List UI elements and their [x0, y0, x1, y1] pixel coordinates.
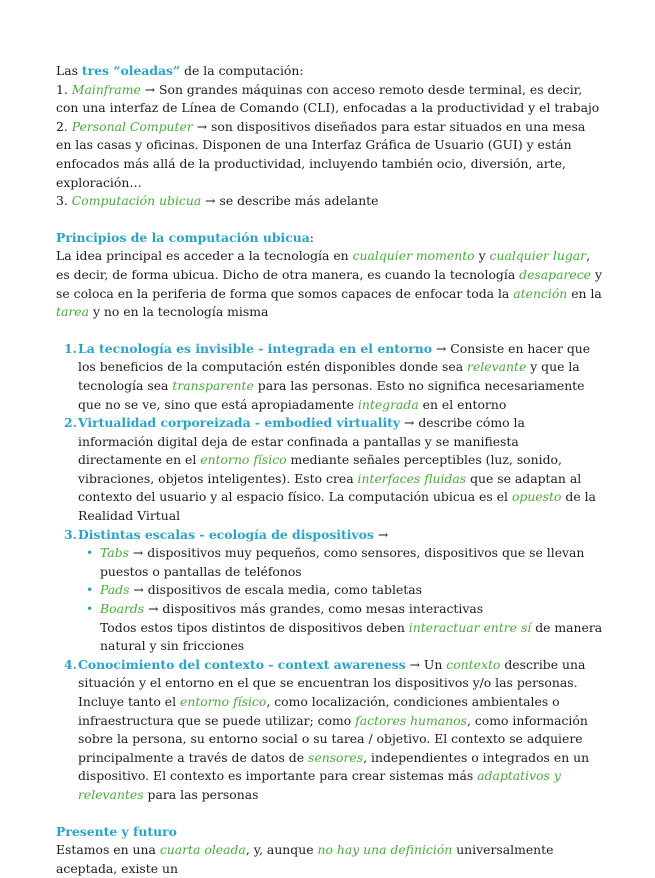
principle-item-4	[56, 656, 604, 805]
device-scales-list	[78, 544, 604, 618]
text: de la Realidad Virtual	[78, 489, 596, 524]
wave-term: Personal Computer	[71, 118, 193, 134]
list-number: 2.	[64, 415, 77, 431]
list-item	[78, 544, 604, 581]
emphasis: transparente	[172, 377, 254, 393]
text: Estamos en una	[56, 842, 160, 858]
future-paragraph	[56, 841, 604, 878]
text: → dispositivos de escala media, como tabletas	[129, 582, 423, 598]
wave-term: Mainframe	[71, 81, 141, 97]
bullet-icon: •	[86, 582, 94, 598]
emphasis: tarea	[56, 304, 90, 320]
bullet-icon: •	[86, 545, 94, 561]
intro-post: de la computación:	[180, 63, 304, 78]
text: y se coloca en la periferia de forma que somos capaces de enfocar toda la	[56, 266, 602, 301]
emphasis: desaparece	[519, 266, 592, 282]
text: y	[474, 248, 490, 264]
wave-2	[56, 118, 604, 192]
emphasis: Pads	[100, 582, 130, 598]
principle-title: Conocimiento del contexto - context awareness	[78, 656, 406, 672]
future-title: Presente y futuro	[56, 823, 177, 839]
emphasis: factores humanos	[355, 712, 467, 728]
principles-list	[56, 340, 604, 805]
text: La idea principal es acceder a la tecnología en	[56, 248, 353, 264]
emphasis: sensores	[308, 749, 364, 765]
principle-title: La tecnología es invisible - integrada en el entorno	[78, 340, 433, 356]
principle-item-1	[56, 340, 604, 414]
future-heading	[56, 823, 604, 842]
emphasis: cuarta oleada	[159, 842, 246, 858]
device-scales-note	[78, 619, 604, 656]
wave-text: → se describe más adelante	[201, 193, 379, 209]
list-item	[78, 581, 604, 600]
bullet-icon: •	[86, 601, 94, 617]
text: → describe cómo la información digital deja de estar confinada a pantallas y se manifiesta directamente en el	[78, 415, 525, 468]
text: → Consiste en hacer que los beneficios de la computación estén disponibles donde sea	[78, 340, 591, 375]
emphasis: cualquier momento	[352, 248, 475, 264]
text: describe una situación y el entorno en el que se encuentran los dispositivos y/o las personas. Incluye tanto el	[78, 656, 586, 709]
text: →	[373, 526, 389, 542]
emphasis: atención	[513, 285, 568, 301]
emphasis: opuesto	[511, 489, 562, 505]
emphasis: entorno físico	[200, 452, 287, 468]
emphasis: Tabs	[100, 545, 129, 561]
document-page	[56, 62, 604, 878]
emphasis: adaptativos y relevantes	[78, 768, 561, 802]
principle-item-2	[56, 414, 604, 526]
intro-pre: Las	[56, 63, 82, 78]
principles-title: Principios de la computación ubicua	[56, 229, 310, 245]
text: para las personas. Esto no significa necesariamente que no se ve, sino que está apropiadamente	[78, 377, 585, 412]
emphasis: entorno físico	[180, 694, 267, 709]
wave-number: 2.	[56, 118, 68, 134]
text: , como información sobre la persona, su entorno social o su tarea / objetivo. El contexto se adquiere principalmente a través de datos de	[78, 712, 588, 765]
text: → dispositivos muy pequeños, como sensores, dispositivos que se llevan puestos o pantallas de teléfonos	[100, 545, 585, 579]
text: y que la tecnología sea	[78, 359, 580, 393]
emphasis: interactuar entre sí	[408, 619, 532, 635]
wave-number: 3.	[56, 193, 68, 209]
emphasis: Boards	[100, 601, 145, 617]
list-number: 1.	[64, 340, 77, 356]
text: , y, aunque	[245, 842, 318, 858]
text: , es decir, de forma ubicua. Dicho de otra manera, es cuando la tecnología	[56, 248, 591, 282]
text: Todos estos tipos distintos de dispositivos deben	[100, 619, 409, 635]
text: → dispositivos más grandes, como mesas interactivas	[144, 601, 484, 617]
emphasis: integrada	[357, 396, 419, 412]
text: para las personas	[143, 786, 259, 802]
wave-text: → Son grandes máquinas con acceso remoto desde terminal, es decir, con una interfaz de Línea de Comando (CLI), enfocadas a la productividad y el trabajo	[56, 81, 600, 116]
list-number: 4.	[64, 656, 77, 672]
intro-highlight: tres “oleadas”	[81, 63, 181, 78]
text: mediante señales perceptibles (luz, sonido, vibraciones, objetos inteligentes). Esto crea	[78, 452, 562, 486]
text: , independientes o integrados en un dispositivo. El contexto es importante para crear sistemas más	[78, 749, 590, 784]
emphasis: interfaces fluidas	[357, 470, 467, 486]
emphasis: cualquier lugar	[489, 248, 587, 264]
text: de manera natural y sin fricciones	[100, 619, 603, 654]
text: , como localización, condiciones ambientales o infraestructura que se puede utilizar; como	[78, 694, 560, 728]
wave-term: Computación ubicua	[71, 193, 202, 209]
text: en el entorno	[418, 396, 507, 412]
text: que se adaptan al contexto del usuario y al espacio físico. La computación ubicua es el	[78, 470, 582, 505]
text: → Un	[405, 656, 447, 672]
text: universalmente aceptada, existe un	[56, 842, 554, 876]
principle-item-3	[56, 526, 604, 656]
text: en la	[567, 285, 602, 301]
list-item	[78, 600, 604, 619]
emphasis: contexto	[446, 656, 501, 672]
intro-line	[56, 62, 604, 81]
list-number: 3.	[64, 526, 77, 542]
text: y no en la tecnología misma	[89, 304, 269, 320]
wave-3	[56, 192, 604, 211]
wave-text: → son dispositivos diseñados para estar situados en una mesa en las casas y oficinas. Disponen de una Interfaz Gráfica de Usuario (GUI) y están enfocados más allá de la productividad, incluyendo también ocio, diversión, arte, exploración…	[56, 118, 586, 190]
principle-title: Virtualidad corporeizada - embodied virtuality	[78, 415, 401, 431]
principles-colon: :	[309, 229, 314, 245]
principle-title: Distintas escalas - ecología de dispositivos	[78, 526, 374, 542]
wave-number: 1.	[56, 81, 68, 97]
wave-1	[56, 81, 604, 118]
emphasis: relevante	[467, 359, 527, 375]
emphasis: no hay una definición	[317, 842, 453, 858]
principles-heading	[56, 229, 604, 248]
principles-paragraph	[56, 247, 604, 321]
